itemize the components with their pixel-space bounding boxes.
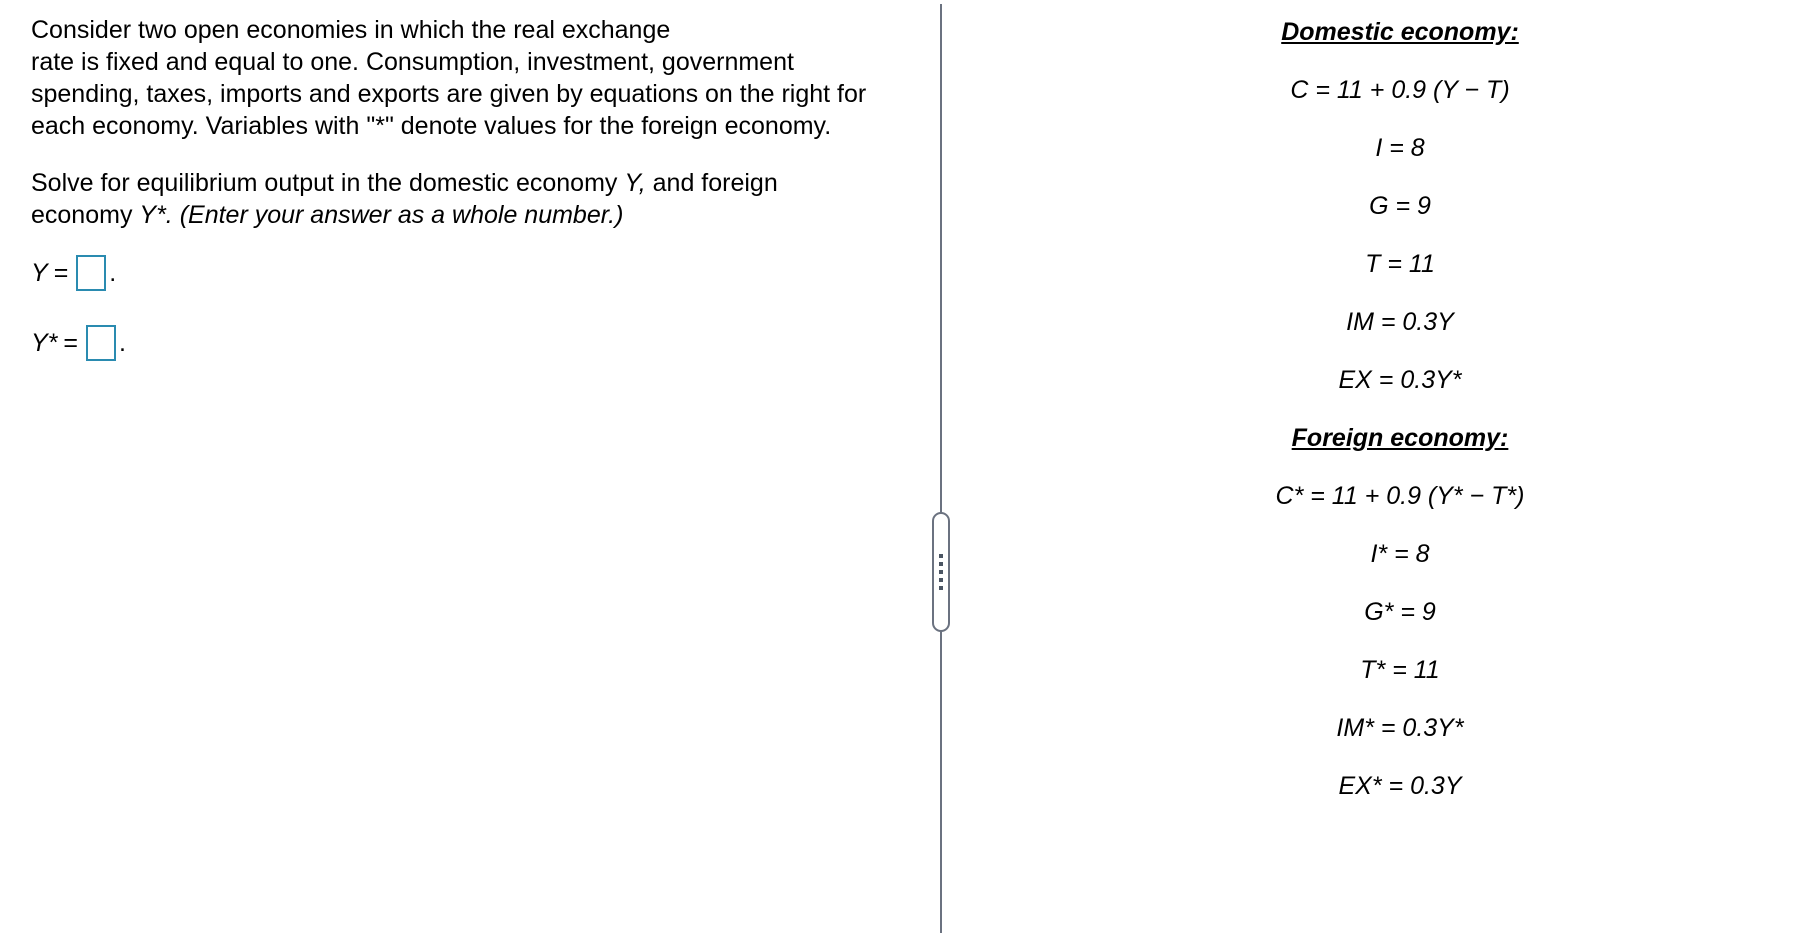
foreign-imports-equation: IM* = 0.3Y* [1336,714,1464,742]
answer-period: . [119,329,126,357]
problem-statement-line: Consider two open economies in which the real exchange [31,16,671,44]
foreign-investment-equation: I* = 8 [1370,540,1430,568]
foreign-consumption-equation: C* = 11 + 0.9 (Y* − T*) [1275,482,1525,510]
problem-statement [31,14,911,142]
equations-pane [1100,12,1700,824]
grip-dot [939,586,943,590]
question-pane [31,14,911,363]
domestic-output-input[interactable] [76,255,106,291]
problem-statement-line: spending, taxes, imports and exports are given by equations on the right for [31,80,867,108]
grip-dot [939,554,943,558]
answer-format-hint: (Enter your answer as a whole number.) [172,201,624,229]
domestic-consumption-equation: C = 11 + 0.9 (Y − T) [1290,76,1510,104]
answer-row-foreign [31,323,911,363]
equals-sign: = [63,329,79,357]
domestic-output-variable: Y, [624,169,646,197]
answer-row-domestic [31,253,911,293]
domestic-investment-equation: I = 8 [1375,134,1425,162]
domestic-exports-equation: EX = 0.3Y* [1338,366,1462,394]
instruction-text-part: economy [31,201,140,229]
answer-label: Y* [31,329,58,357]
instruction-text-part: and foreign [645,169,778,197]
instruction-text [31,167,911,231]
foreign-taxes-equation: T* = 11 [1360,656,1440,684]
instruction-text-part: Solve for equilibrium output in the domestic economy [31,169,625,197]
problem-statement-line: rate is fixed and equal to one. Consumption, investment, government [31,48,794,76]
problem-statement-line: each economy. Variables with "*" denote values for the foreign economy. [31,112,832,140]
equals-sign: = [53,259,69,287]
instruction-line [31,167,911,199]
resize-grip-icon[interactable] [932,512,950,632]
domestic-imports-equation: IM = 0.3Y [1346,308,1454,336]
answer-period: . [109,259,117,287]
foreign-economy-title: Foreign economy: [1291,424,1509,452]
foreign-government-equation: G* = 9 [1364,598,1436,626]
grip-dot [939,578,943,582]
grip-dot [939,570,943,574]
domestic-government-equation: G = 9 [1369,192,1431,220]
domestic-economy-title: Domestic economy: [1281,18,1519,46]
answer-label: Y [31,259,48,287]
foreign-output-input[interactable] [86,325,116,361]
pane-divider [940,4,942,933]
instruction-line [31,199,911,231]
foreign-exports-equation: EX* = 0.3Y [1338,772,1462,800]
grip-dot [939,562,943,566]
foreign-output-variable: Y*. [139,201,173,229]
domestic-taxes-equation: T = 11 [1365,250,1435,278]
